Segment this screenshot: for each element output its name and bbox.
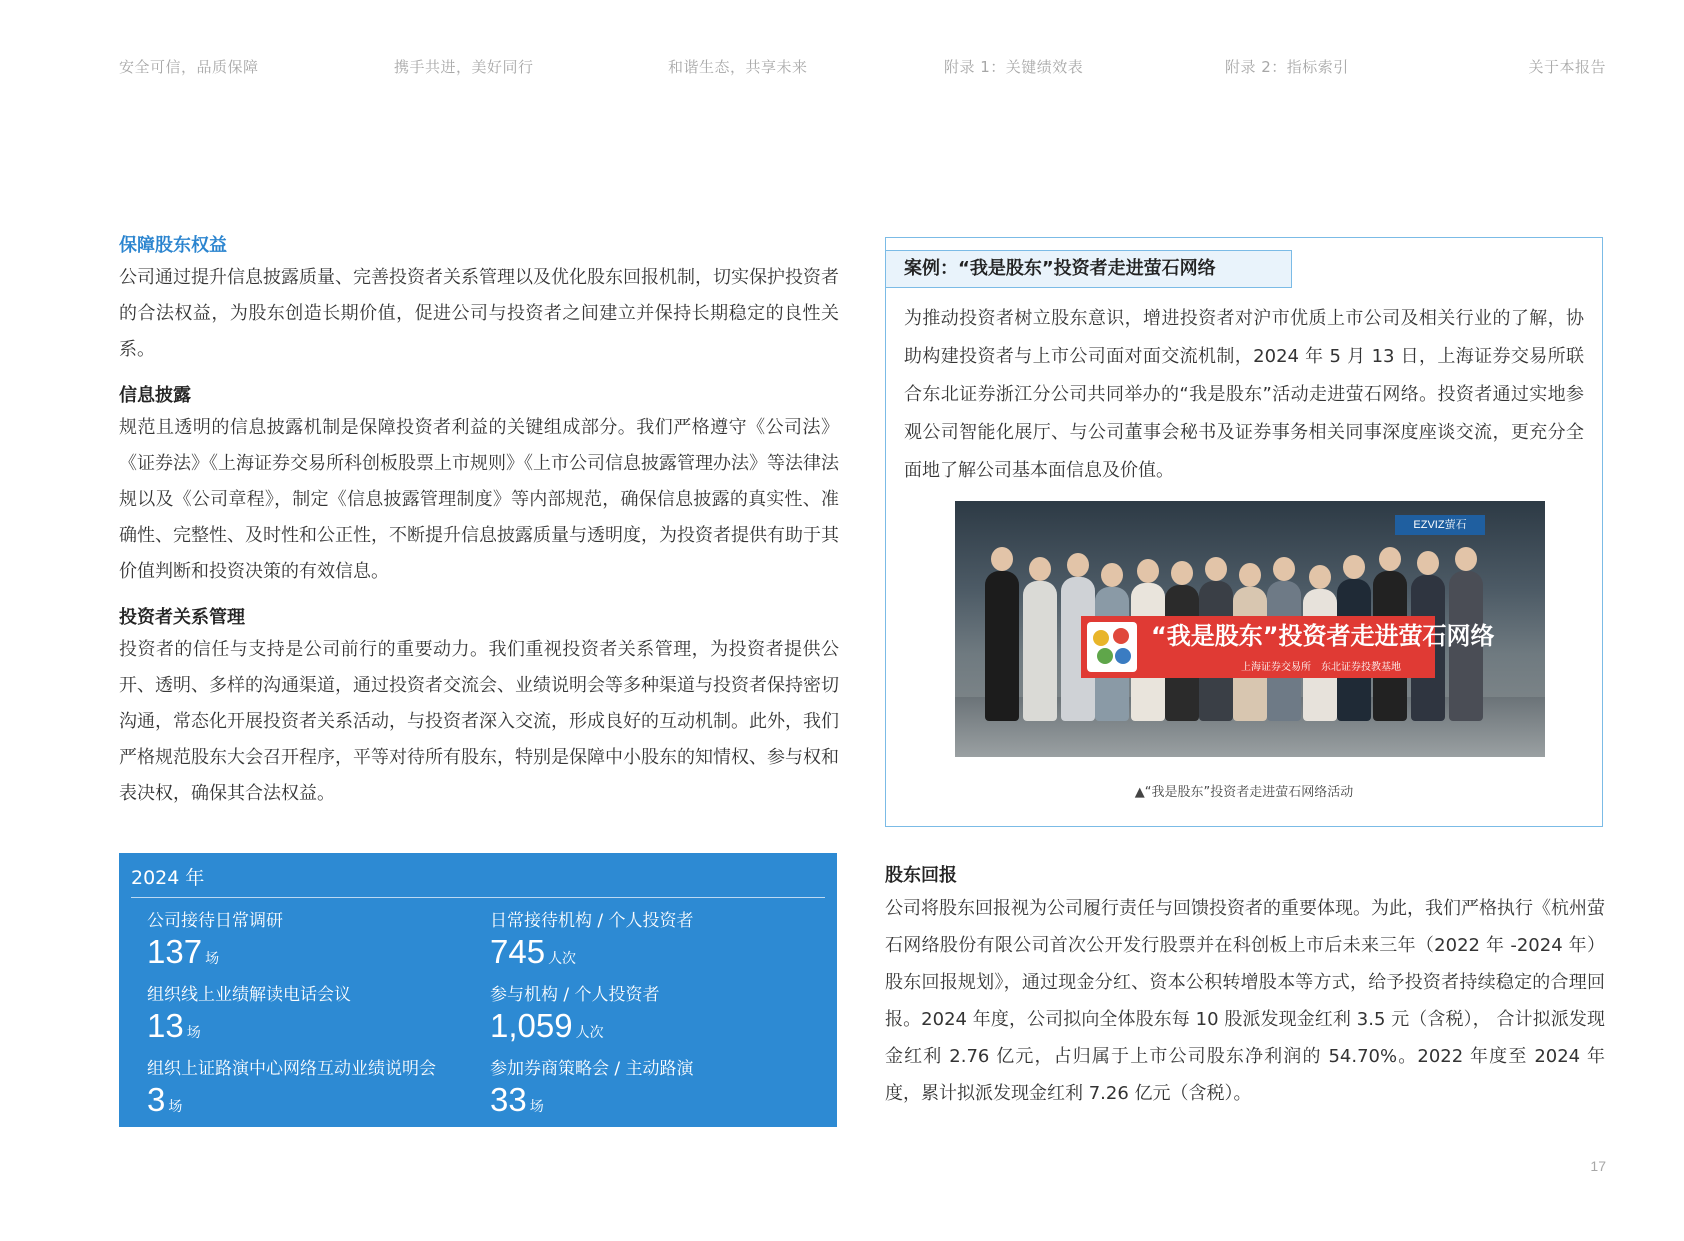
stat-roadshows — [490, 1058, 694, 1126]
stat-unit: 场 — [529, 1098, 544, 1114]
page-number: 17 — [1590, 1158, 1606, 1174]
event-photo — [955, 501, 1545, 757]
case-title: 案例：“我是股东”投资者走进萤石网络 — [886, 250, 1292, 288]
stat-label: 日常接待机构 / 个人投资者 — [490, 911, 694, 931]
disclosure-heading: 信息披露 — [119, 385, 191, 406]
stat-value: 3 — [147, 1081, 166, 1118]
section-intro: 公司通过提升信息披露质量、完善投资者关系管理以及优化股东回报机制，切实保护投资者的合法权益，为股东创造长期价值，促进公司与投资者之间建立并保持长期稳定的良性关系。 — [119, 267, 839, 360]
stat-unit: 场 — [168, 1098, 183, 1114]
company-sign: EZVIZ萤石 — [1395, 515, 1485, 535]
stat-daily-research — [147, 910, 283, 978]
nav-item-appendix-2[interactable]: 附录 2：指标索引 — [1225, 58, 1349, 76]
stat-online-briefings — [147, 1058, 436, 1126]
investor-relations-heading: 投资者关系管理 — [119, 607, 245, 628]
event-logo — [1087, 622, 1137, 672]
event-banner — [1081, 616, 1495, 678]
nav-item-partners[interactable]: 携手共进，美好同行 — [394, 58, 534, 76]
stat-unit: 人次 — [575, 1024, 604, 1040]
stats-panel — [119, 853, 837, 1127]
stat-value: 745 — [490, 933, 546, 970]
stat-label: 公司接待日常调研 — [147, 911, 283, 931]
stat-value: 137 — [147, 933, 203, 970]
stat-participating-investors — [490, 984, 660, 1052]
case-text: 为推动投资者树立股东意识，增进投资者对沪市优质上市公司及相关行业的了解，协助构建投资者与上市公司面对面交流机制，2024 年 5 月 13 日，上海证券交易所联合东北证券浙江分公司共同举办的“我是股东”活动走进萤石网络。投资者通过实地参观公司智能化展厅、与公司董事会秘书及证券事务相关同事深度座谈交流，更充分全面地了解公司基本面信息及价值。 — [904, 308, 1584, 481]
left-column — [119, 232, 839, 812]
top-navigation — [119, 56, 1606, 80]
stat-unit: 场 — [205, 950, 220, 966]
photo-caption: ▲“我是股东”投资者走进萤石网络活动 — [1134, 785, 1354, 800]
nav-item-appendix-1[interactable]: 附录 1：关键绩效表 — [944, 58, 1084, 76]
stats-year: 2024 年 — [131, 867, 205, 889]
stat-label: 组织线上业绩解读电话会议 — [147, 985, 351, 1005]
dividend-section — [885, 862, 1605, 1112]
stats-divider — [131, 897, 825, 898]
dividend-text: 公司将股东回报视为公司履行责任与回馈投资者的重要体现。为此，我们严格执行《杭州萤石网络股份有限公司首次公开发行股票并在科创板上市后未来三年（2022 年 -2024 年）股东回报规划》，通过现金分红、资本公积转增股本等方式，给予投资者持续稳定的合理回报。2024 年度，公司拟向全体股东每 10 股派发现金红利 3.5 元（含税）， 合计拟派发现金红利 2.76 亿元，占归属于上市公司股东净利润的 54.70%。2022 年度至 2024 年度，累计拟派发现金红利 7.26 亿元（含税）。 — [885, 898, 1605, 1104]
nav-item-quality[interactable]: 安全可信，品质保障 — [119, 58, 259, 76]
stat-value: 33 — [490, 1081, 527, 1118]
disclosure-text: 规范且透明的信息披露机制是保障投资者利益的关键组成部分。我们严格遵守《公司法》《证券法》《上海证券交易所科创板股票上市规则》《上市公司信息披露管理办法》等法律法规以及《公司章程》，制定《信息披露管理制度》等内部规范，确保信息披露的真实性、准确性、完整性、及时性和公正性，不断提升信息披露质量与透明度，为投资者提供有助于其价值判断和投资决策的有效信息。 — [119, 417, 839, 582]
stat-daily-investors — [490, 910, 694, 978]
stat-unit: 场 — [186, 1024, 201, 1040]
dividend-heading: 股东回报 — [885, 865, 957, 886]
stat-online-calls — [147, 984, 351, 1052]
nav-item-ecology[interactable]: 和谐生态，共享未来 — [668, 58, 808, 76]
investor-relations-text: 投资者的信任与支持是公司前行的重要动力。我们重视投资者关系管理，为投资者提供公开、透明、多样的沟通渠道，通过投资者交流会、业绩说明会等多种渠道与投资者保持密切沟通，常态化开展投资者关系活动，与投资者深入交流，形成良好的互动机制。此外，我们严格规范股东大会召开程序，平等对待所有股东，特别是保障中小股东的知情权、参与权和表决权，确保其合法权益。 — [119, 639, 839, 804]
nav-item-about-report[interactable]: 关于本报告 — [1528, 58, 1606, 76]
banner-text: “我是股东”投资者走进萤石网络 — [1151, 622, 1495, 650]
case-study-box — [885, 237, 1603, 827]
banner-subtext: 上海证券交易所 东北证券投教基地 — [1241, 662, 1401, 673]
stat-label: 参与机构 / 个人投资者 — [490, 985, 660, 1005]
section-title: 保障股东权益 — [119, 235, 227, 256]
stat-value: 1,059 — [490, 1007, 573, 1044]
stat-value: 13 — [147, 1007, 184, 1044]
stat-label: 参加券商策略会 / 主动路演 — [490, 1059, 694, 1079]
stat-unit: 人次 — [548, 950, 577, 966]
stat-label: 组织上证路演中心网络互动业绩说明会 — [147, 1059, 436, 1079]
